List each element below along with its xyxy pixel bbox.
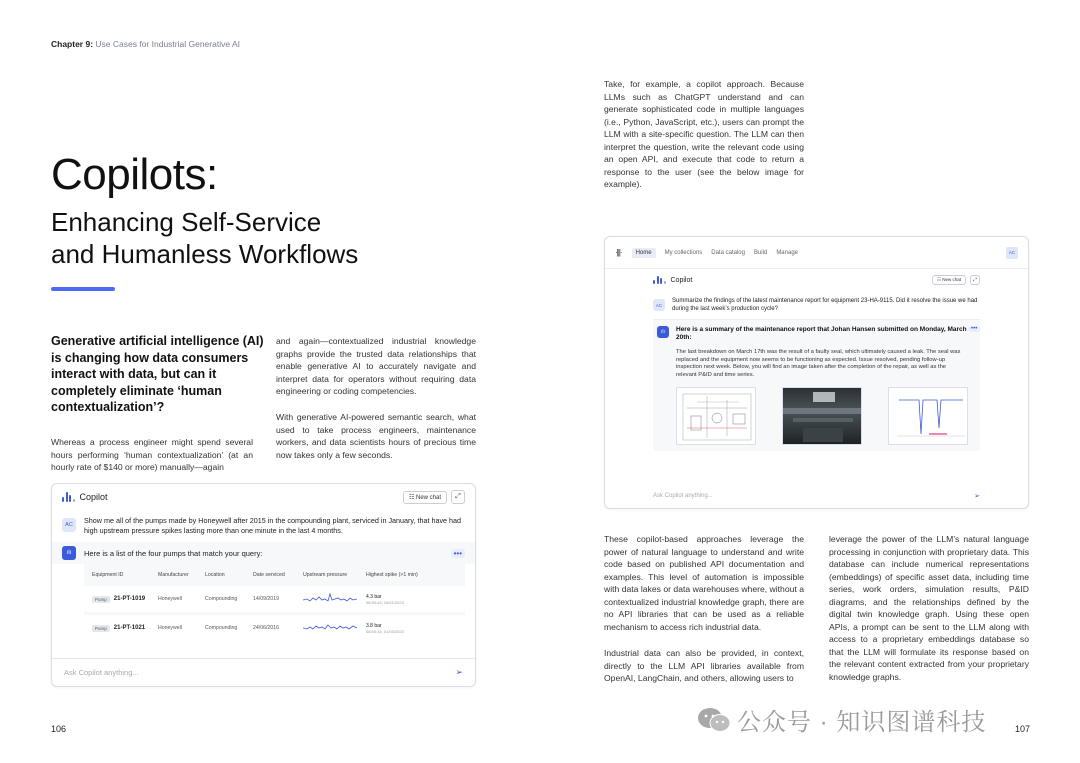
column-header: Equipment ID (92, 572, 124, 578)
ask-placeholder: Ask Copilot anything... (64, 668, 139, 677)
copilot-logo-icon (62, 492, 75, 502)
paragraph-bottom-1: These copilot-based approaches leverage the power of natural language to understand and write code based on published API documentation and examples. This level of automation is impossible with data lakes or data warehouses where, without a contextualized industrial knowledge graph, there are no API libraries that can be used as a reliable mechanism to access rich industrial data. (604, 534, 804, 632)
spike-value: 3.8 bar (366, 622, 382, 629)
subtitle-line-2: and Humanless Workflows (51, 239, 359, 269)
pressure-sparkline (303, 621, 366, 635)
new-chat-label: New chat (942, 277, 961, 282)
column-header: Highest spike (>1 min) (366, 572, 418, 578)
ask-copilot-input[interactable] (605, 484, 1028, 508)
top-nav (605, 237, 1028, 269)
table-header-row (84, 564, 465, 586)
location-cell: Compounding (205, 625, 238, 631)
subtitle-line-1: Enhancing Self-Service (51, 207, 322, 237)
equipment-id: 21-PT-1021 (113, 625, 146, 631)
paragraph-middle-2: With generative AI-powered semantic search, what used to take process engineers, maintenance workers, and data scientists hours of precious time now takes only a few seconds. (276, 412, 476, 460)
spike-date: 08:50:43, 16/01/2023 (366, 599, 404, 605)
copilot-header (653, 269, 980, 291)
user-question: Summarize the findings of the latest maintenance report for equipment 23-HA-9115. Did it resolve the issue we had during the last week’s production cycle? (672, 298, 978, 312)
app-window-right (604, 236, 1029, 509)
copilot-panel-right (653, 269, 980, 451)
pump-tag: Pump (92, 625, 110, 632)
pressure-sparkline (303, 592, 366, 606)
copilot-title: Copilot (79, 492, 108, 502)
page-subtitle (51, 206, 391, 270)
paragraph-left: Whereas a process engineer might spend several hours performing ‘human contextualization’ (at an hourly rate of $140 or more) manually—again (51, 437, 253, 472)
user-message (653, 291, 980, 320)
user-avatar[interactable]: AC (1006, 247, 1018, 259)
chapter-title: Use Cases for Industrial Generative AI (95, 39, 240, 49)
user-message (52, 510, 475, 542)
attachment-thumbnails (676, 387, 968, 445)
chapter-header (51, 39, 240, 49)
paragraph-bottom-2: leverage the power of the LLM’s natural language processing in conjunction with proprietary data. This database can include numerical representations (embeddings) of specific asset data, including time series, work orders, simulation results, P&ID diagrams, and the relationships defined by the digital twin knowledge graph. Using these open APIs, a prompt can be sent to the LLM along with access to a proprietary embeddings database so that the LLM will formulate its response based on the relevant content extracted from your proprietary knowledge graphs. (829, 534, 1029, 682)
date-cell: 14/09/2019 (253, 596, 279, 602)
expand-icon[interactable]: ⤢ (451, 490, 465, 504)
pump-results-table (84, 564, 465, 641)
spike-value: 4.3 bar (366, 593, 382, 600)
equipment-id: 21-PT-1019 (113, 596, 146, 602)
repair-photo-thumbnail[interactable] (782, 387, 862, 445)
send-icon[interactable]: ➢ (974, 493, 980, 500)
paragraph-bottom-1b: Industrial data can also be provided, in context, directly to the LLM API libraries available from OpenAI, LangChain, and others, allowing users to (604, 648, 804, 683)
ask-copilot-input[interactable] (52, 658, 475, 686)
table-row[interactable] (84, 615, 465, 641)
watermark (697, 702, 986, 737)
table-row[interactable] (84, 586, 465, 612)
manufacturer-cell: Honeywell (158, 596, 182, 602)
wechat-icon (697, 706, 731, 734)
chapter-label: Chapter 9: (51, 39, 94, 49)
more-options-icon[interactable]: ••• (451, 549, 465, 558)
copilot-logo-icon (653, 276, 666, 284)
copilot-panel-left (51, 483, 476, 687)
pid-diagram-thumbnail[interactable] (676, 387, 756, 445)
assistant-answer-body: The last breakdown on March 17th was the result of a faulty seal, which ultimately caused a leak. The seal was replaced and the equipment now seems to be functioning as expected. Issue resolved, pending follow-up inspection next week. Below, you will find an image taken after the completion of the repair, as well as the relevant P&ID and time series. (676, 349, 961, 378)
column-header: Manufacturer (158, 572, 189, 578)
nav-data-catalog[interactable]: Data catalog (711, 249, 745, 256)
ask-placeholder: Ask Copilot anything... (653, 493, 713, 499)
watermark-text: 公众号 · 知识图谱科技 (737, 709, 987, 736)
expand-icon[interactable]: ⤢ (970, 275, 980, 285)
copilot-header (52, 484, 475, 510)
nav-manage[interactable]: Manage (776, 249, 798, 256)
assistant-message (653, 320, 980, 451)
new-chat-button[interactable]: ☷ New chat (932, 275, 966, 285)
new-chat-label: New chat (415, 494, 441, 501)
assistant-answer-heading: Here is a summary of the maintenance report that Johan Hansen submitted on Monday, March 20th: (676, 326, 967, 341)
new-chat-button[interactable]: ☷ New chat (403, 491, 447, 504)
user-avatar: AC (653, 299, 665, 311)
more-options-icon[interactable]: ••• (968, 326, 980, 332)
spike-date: 08:50:34, 01/03/2023 (366, 628, 404, 634)
assistant-message (52, 542, 475, 564)
page-number-right: 107 (1015, 724, 1031, 734)
user-question: Show me all of the pumps made by Honeywell after 2015 in the compounding plant, serviced in January, that have had high upstream pressure spikes lasting more than one minute in the last 4 months. (84, 516, 462, 535)
accent-divider (51, 287, 115, 291)
nav-home[interactable]: Home (632, 248, 656, 258)
assistant-avatar-icon: ılı (657, 326, 669, 338)
column-header: Upstream pressure (303, 572, 348, 578)
time-series-chart-thumbnail[interactable] (888, 387, 968, 445)
date-cell: 24/06/2016 (253, 625, 279, 631)
nav-my-collections[interactable]: My collections (664, 249, 703, 256)
page-title: Copilots: (51, 150, 218, 199)
column-header: Location (205, 572, 225, 578)
paragraph-middle-1: and again—contextualized industrial knowledge graphs provide the trusted data relationships that enable generative AI to accurately navigate and interpret data for operators without requiring data engineering or coding competencies. (276, 336, 476, 396)
app-logo-icon: ·|||· (615, 248, 622, 257)
manufacturer-cell: Honeywell (158, 625, 182, 631)
assistant-avatar-icon: ılı (62, 546, 76, 560)
lead-question: Generative artificial intelligence (AI) is changing how data consumers interact with data, but can it completely eliminate ‘human contextualization’? (51, 334, 264, 414)
nav-build[interactable]: Build (753, 249, 768, 256)
paragraph-right-top: Take, for example, a copilot approach. Because LLMs such as ChatGPT understand and can generate sophisticated code in multiple languages (i.e., Python, JavaScript, etc.), users can prompt the LLM with a site-specific question. The LLM can then interpret the question, write the relevant code using an open API, and execute that code to return a response to the user (see the below image for example). (604, 79, 804, 189)
location-cell: Compounding (205, 596, 238, 602)
page-number-left: 106 (51, 724, 67, 734)
copilot-title: Copilot (670, 276, 693, 284)
column-header: Date serviced (253, 572, 285, 578)
assistant-answer: Here is a list of the four pumps that match your query: (84, 548, 263, 558)
send-icon[interactable]: ➢ (455, 667, 463, 677)
pump-tag: Pump (92, 596, 110, 603)
user-avatar: AC (62, 518, 76, 532)
